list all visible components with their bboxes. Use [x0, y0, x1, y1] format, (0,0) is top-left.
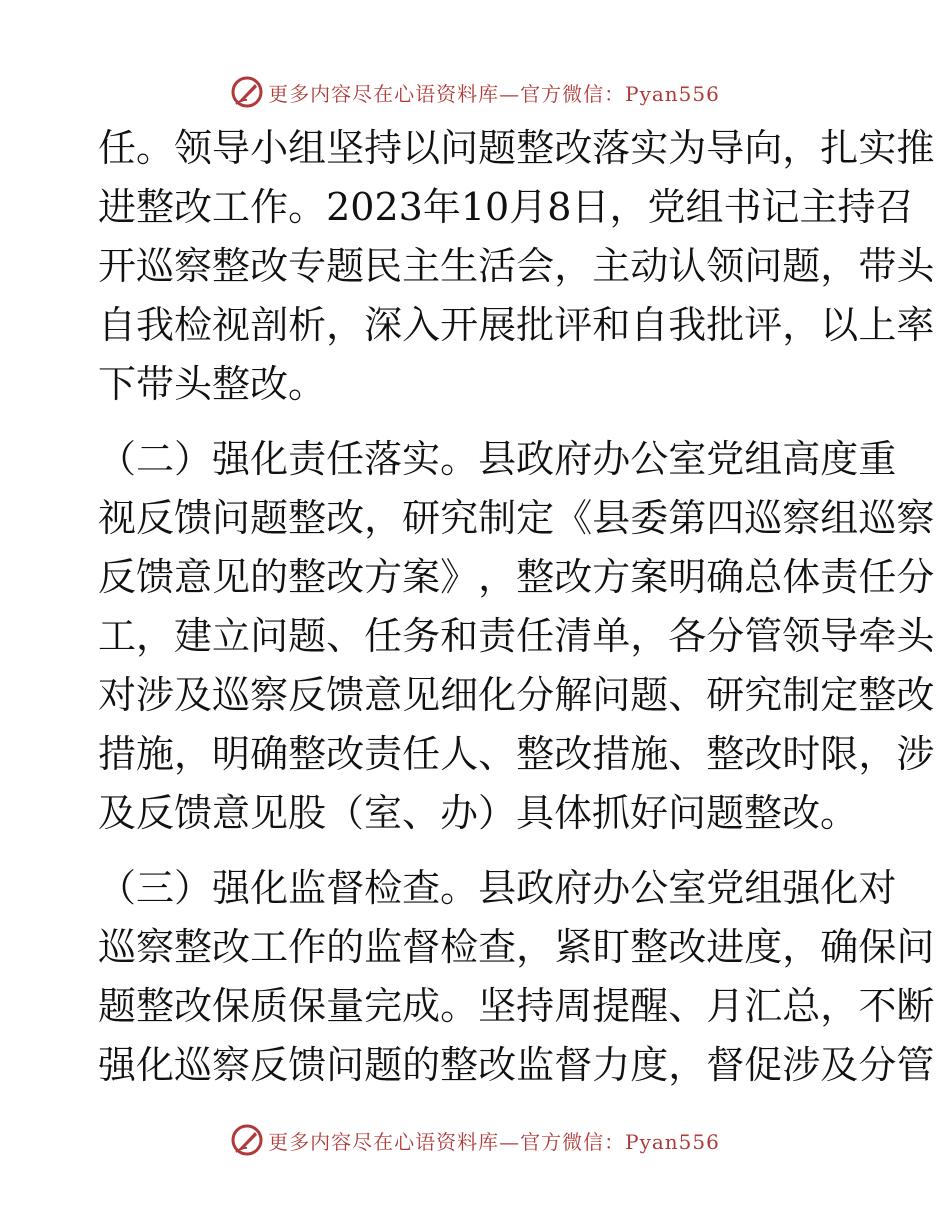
header-watermark — [0, 72, 950, 112]
text-line: 强 化 巡 察 反 馈 问 题 的 整 改 监 督 力 度 ， 督 促 涉 及 分 管 — [98, 1043, 935, 1087]
watermark-text: 更多内容尽在心语资料库—官方微信：Pyan556 — [268, 1129, 720, 1154]
quill-logo-icon — [230, 75, 264, 109]
text-line: 对 涉 及 巡 察 反 馈 意 见 细 化 分 解 问 题 、 研 究 制 定 整 改 — [98, 673, 935, 717]
text-line: 题 整 改 保 质 保 量 完 成 。 坚 持 周 提 醒 、 月 汇 总 ， 不 断 — [98, 984, 935, 1028]
watermark-text: 更多内容尽在心语资料库—官方微信：Pyan556 — [268, 81, 720, 106]
section-heading-line: （ 三 ） 强 化 监 督 检 查 。 县 政 府 办 公 室 党 组 强 化 对 — [98, 866, 897, 910]
text-line: 下带头整改。 — [98, 362, 327, 406]
text-line: 措 施 ， 明 确 整 改 责 任 人 、 整 改 措 施 、 整 改 时 限 ， 涉 — [98, 732, 935, 776]
text-line: 开 巡 察 整 改 专 题 民 主 生 活 会 ， 主 动 认 领 问 题 ， 带 头 — [98, 244, 935, 288]
text-line: 工 ， 建 立 问 题 、 任 务 和 责 任 清 单 ， 各 分 管 领 导 牵 头 — [98, 614, 935, 658]
text-line: 自 我 检 视 剖 析 ， 深 入 开 展 批 评 和 自 我 批 评 ， 以 上 率 — [98, 303, 935, 347]
text-line: 任 。 领 导 小 组 坚 持 以 问 题 整 改 落 实 为 导 向 ， 扎 实 推 — [98, 126, 935, 170]
text-line: 反 馈 意 见 的 整 改 方 案 》 ， 整 改 方 案 明 确 总 体 责 任 分 — [98, 555, 935, 599]
quill-logo-icon — [230, 1123, 264, 1157]
text-line: 巡 察 整 改 工 作 的 监 督 检 查 ， 紧 盯 整 改 进 度 ， 确 保 问 — [98, 925, 935, 969]
text-line: 进 整 改 工 作 。 2 0 2 3 年 1 0 月 8 日 ， 党 组 书 记 主 持 召 — [98, 185, 914, 229]
section-heading-line: （ 二 ） 强 化 责 任 落 实 。 县 政 府 办 公 室 党 组 高 度 重 — [98, 437, 897, 481]
footer-watermark — [0, 1120, 950, 1160]
text-line: 视 反 馈 问 题 整 改 ， 研 究 制 定 《 县 委 第 四 巡 察 组 巡 察 — [98, 496, 935, 540]
text-line: 及反馈意见股（室、办）具体抓好问题整改。 — [98, 791, 859, 835]
